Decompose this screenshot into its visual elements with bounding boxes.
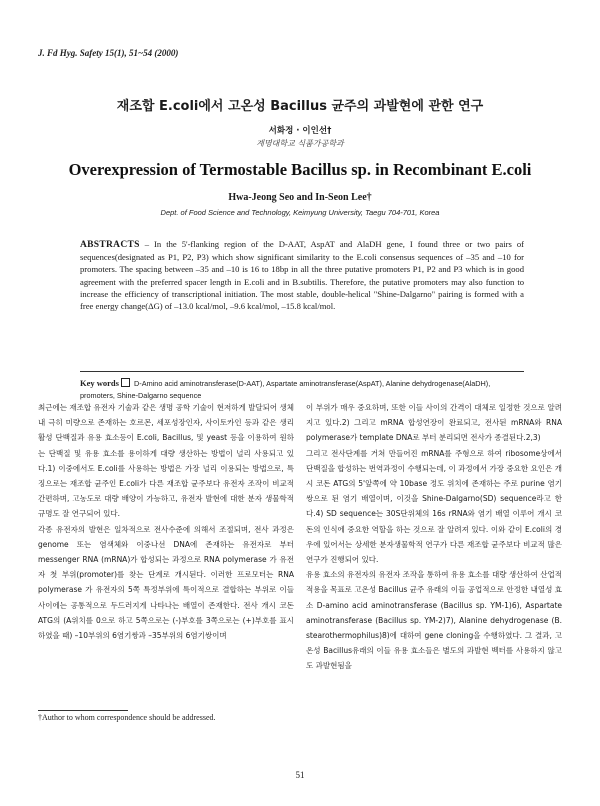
checkbox-icon [121,378,130,387]
abstract-heading: ABSTRACTS [80,240,140,250]
english-affiliation: Dept. of Food Science and Technology, Keimyung University, Taegu 704-701, Korea [160,208,440,217]
body-paragraph: 이 부위가 매우 중요하며, 또한 이들 사이의 간격이 대체로 일정한 것으로 알려지고 있다.2) 그리고 mRNA 합성연장이 완료되고, 전사된 mRNA와 RNA polymerase가 template DNA로 부터 분리되면 전사가 종결된다.2,3) [306,403,562,443]
keywords-heading: Key words [80,378,119,388]
english-authors: Hwa-Jeong Seo and In-Seon Lee† [228,192,372,203]
abstract [80,238,524,312]
body-paragraph: 유용 효소의 유전자의 유전자 조작을 통하여 유용 효소를 대량 생산하여 산업적 적용을 목표로 고온성 Bacillus 균주 유래의 이들 공업적으로 안정한 내열성 효소 D-amino acid aminotransferase (Bacillus sp. YM-1)6), Aspartate aminotransferase (Bacillus sp. YM-2)7), Alanine dehydrogenase (B. stearothermophilus)8)에 대하여 gene cloning을 수행하였다. 그 결과, 고온성 Bacillus유래의 이들 유용 효소들은 별도의 과발현 벡터를 사용하지 않고도 과발현됨을 [306,570,562,671]
footnote-divider [38,710,128,711]
journal-citation: J. Fd Hyg. Safety 15(1), 51~54 (2000) [38,48,179,58]
korean-authors: 서화정 · 이인선† [268,126,332,136]
body-column-right [306,400,562,674]
keywords [80,378,524,401]
korean-affiliation: 계명대학교 식품가공학과 [256,139,344,148]
footnote: †Author to whom correspondence should be addressed. [38,713,216,722]
body-paragraph: 각종 유전자의 발현은 일차적으로 전사수준에 의해서 조절되며, 전사 과정은 genome 또는 염색체와 이중나선 DNA에 존재하는 유전자로 부터 messenger RNA (mRNA)가 합성되는 과정으로 RNA polymerase 가 유전자 첫 부위(promoter)를 찾는 단계로 개시된다. 이러한 프로모터는 RNA polymerase 가 유전자의 5쪽 특정부위에 특이적으로 결합하는 부위로 이들 사이에는 공통적으로 두드러지게 나타나는 배열이 존재한다. 전사 개시 코돈 ATG의 (A위치를 0으로 하고 5쪽으로는 (-)부호를 3쪽으로는 (+)부호를 표시하였을 때) –10부위의 6염기쌍과 –35부위의 6염기쌍이며 [38,524,294,641]
abstract-body: – In the 5'-flanking region of the D-AAT, AspAT and AlaDH gene, I found three or two pairs of sequences(designated as P1, P2, P3) which show significant similarity to the E.coli consensus sequences of –35 and –10 for promoters. The spacing between –35 and –10 is 16 to 18bp in all the three putative promoters P1, P2 and P3 which is in good agreement with the preferred spacer length in E.coli and in B.subtilis. Therefore, the putative promoters may also function to increase the efficiency of transcriptional initiation. The most stable, double-helical "Shine-Dalgarno" pairing is formed with a free energy change(ΔG) of –13.0 kcal/mol, –9.6 kcal/mol, –15.8 kcal/mol. [80,239,524,312]
korean-title: 재조합 E.coli에서 고온성 Bacillus 균주의 과발현에 관한 연구 [116,99,484,114]
english-title: Overexpression of Termostable Bacillus sp. in Recombinant E.coli [68,160,532,179]
keywords-divider [80,371,524,372]
page-number: 51 [295,770,305,780]
body-column-left [38,400,294,643]
body-paragraph: 최근에는 재조합 유전자 기술과 같은 생명 공학 기술이 현저하게 발달되어 생체내 극히 미량으로 존재하는 호르몬, 세포성장인자, 사이토카인 등과 같은 생리활성 단백질과 유용 효소등이 E.coli, Bacillus, 및 yeast 등을 이용하여 원하는 단백질 및 유용 효소를 용이하게 대량 생산하는 방법이 널리 사용되고 있다.1) 이중에서도 E.coli를 사용하는 방법은 가장 널리 이용되는 방법으로, 특징으로는 재조합 균주인 E.coli가 다른 재조합 균주보다 유전자 조작이 비교적 간편하며, 고농도로 대량 배양이 가능하고, 유전자 발현에 대한 분자 생물학적 규명도 잘 연구되어 있다. [38,403,294,519]
body-paragraph: 그리고 전사단계를 거쳐 만들어진 mRNA를 주형으로 하여 ribosome상에서 단백질을 합성하는 번역과정이 수행되는데, 이 과정에서 가장 중요한 요인은 개시 코돈 ATG의 5'앞쪽에 약 10base 정도 위치에 존재하는 주로 purine 염기쌍으로 된 염기 배열이며, 이것을 Shine-Dalgarno(SD) sequence라고 한다.4) SD sequence는 30S단위체의 16s rRNA와 염기 배열 이루어 개시 코돈의 인식에 중요한 역할을 하는 것으로 잘 알려져 있다. 이와 같이 E.coli의 경우에 있어서는 상세한 분자생물학적 연구가 다른 재조합 균주보다 비교적 많은 연구가 진행되어 있다. [306,448,562,565]
keywords-list: D-Amino acid aminotransferase(D-AAT), Aspartate aminotransferase(AspAT), Alanine dehydrogenase(AlaDH), promoters, Shine-Dalgarno sequence [80,379,491,400]
